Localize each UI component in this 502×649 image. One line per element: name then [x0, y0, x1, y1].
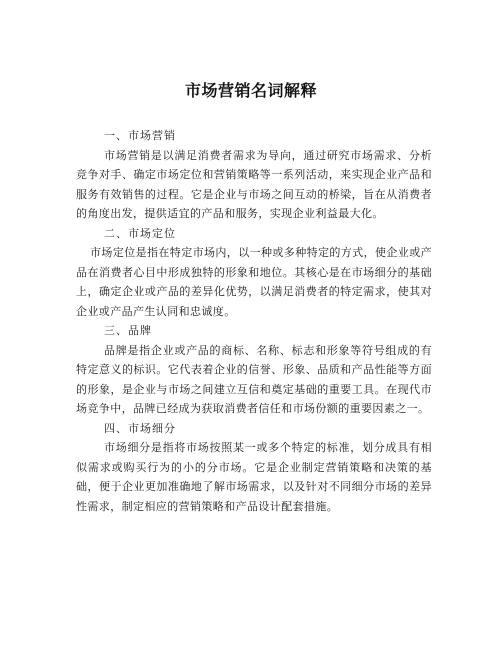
section-heading-marketing: 一、市场营销	[104, 129, 176, 142]
section-body-marketing: 市场营销是以满足消费者需求为导向，通过研究市场需求、分析竞争对手、确定市场定位和营销策略等一系列活动，来实现企业产品和服务有效销售的过程。它是企业与市场之间互动的桥梁，旨在从消费者的角度出发，提供适宜的产品和服务，实现企业利益最大化。	[76, 148, 432, 220]
section-body-segmentation: 市场细分是指将市场按照某一或多个特定的标准，划分成具有相似需求或购买行为的小的分市场。它是企业制定营销策略和决策的基础，便于企业更加准确地了解市场需求，以及针对不同细分市场的差异性需求，制定相应的营销策略和产品设计配套措施。	[76, 441, 432, 513]
section-body-positioning: 市场定位是指在特定市场内，以一种或多种特定的方式，使企业或产品在消费者心目中形成独特的形象和地位。其核心是在市场细分的基础上，确定企业或产品的差异化优势，以满足消费者的特定需求，使其对企业或产品产生认同和忠诚度。	[76, 246, 432, 318]
section-heading-positioning: 二、市场定位	[104, 226, 176, 240]
document-body	[76, 126, 432, 516]
section-heading-segmentation: 四、市场细分	[104, 421, 176, 435]
document-title: 市场营销名词解释	[184, 81, 317, 100]
section-body-brand: 品牌是指企业或产品的商标、名称、标志和形象等符号组成的有特定意义的标识。它代表着企业的信誉、形象、品质和产品性能等方面的形象，是企业与市场之间建立互信和奠定基础的重要工具。在现代市场竞争中，品牌已经成为获取消费者信任和市场份额的重要因素之一。	[76, 343, 432, 415]
section-heading-brand: 三、品牌	[104, 324, 152, 337]
